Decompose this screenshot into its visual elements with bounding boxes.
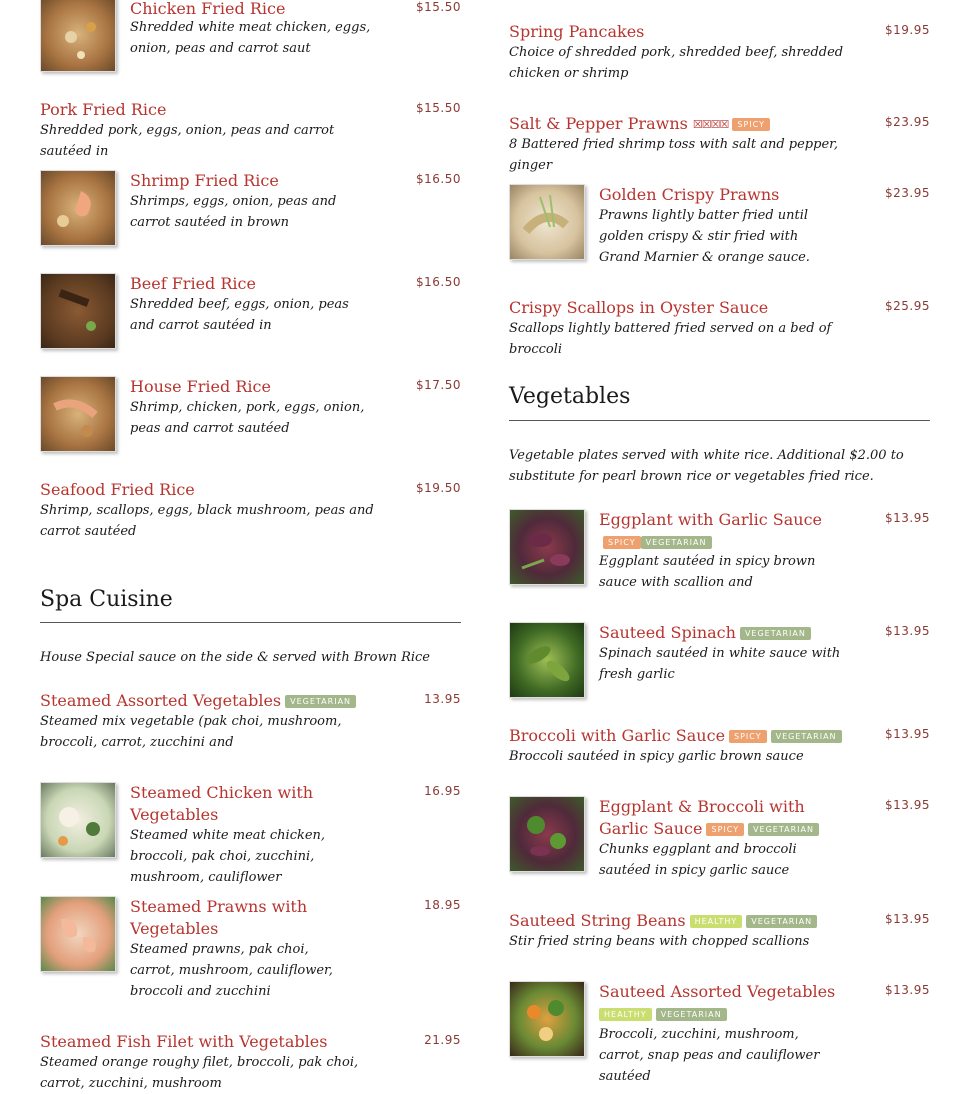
vegetarian-badge: VEGETARIAN: [285, 695, 356, 708]
item-description: Broccoli, zucchini, mushroom, carrot, snap peas and cauliflower sautéed: [599, 1027, 820, 1084]
menu-item-spring-pancakes[interactable]: [509, 21, 930, 85]
item-description: Choice of shredded pork, shredded beef, shredded chicken or shrimp: [509, 45, 844, 81]
menu-item-eggplant-broccoli-garlic-sauce[interactable]: [509, 796, 930, 882]
item-price: 16.95: [424, 784, 461, 798]
item-name: Spring Pancakes: [509, 22, 645, 41]
steamed-chicken-photo: [40, 782, 116, 858]
chicken-fried-rice-photo: [40, 0, 116, 72]
section-note: Vegetable plates served with white rice. Additional $2.00 to substitute for pearl brown rice or vegetables fried rice.: [509, 448, 904, 484]
item-description: Stir fried string beans with chopped scallions: [509, 934, 810, 949]
item-name: Broccoli with Garlic Sauce SPICY VEGETARIAN: [509, 725, 842, 747]
menu-item-golden-crispy-prawns[interactable]: [509, 184, 930, 270]
section-title-spa-cuisine: Spa Cuisine: [40, 587, 173, 612]
item-name: Seafood Fried Rice: [40, 480, 195, 499]
menu-item-shrimp-fried-rice[interactable]: [40, 170, 461, 246]
item-description: Spinach sautéed in white sauce with fresh garlic: [599, 646, 841, 682]
golden-crispy-prawns-photo: [509, 184, 585, 260]
item-price: $19.95: [885, 23, 930, 37]
menu-item-salt-pepper-prawns[interactable]: [509, 113, 930, 173]
item-name: Sauteed Spinach VEGETARIAN: [599, 622, 811, 644]
vegetarian-badge: VEGETARIAN: [740, 627, 811, 640]
item-price: $15.50: [416, 101, 461, 115]
section-title-vegetables: Vegetables: [509, 384, 631, 409]
menu-item-broccoli-garlic-sauce[interactable]: [509, 725, 930, 769]
healthy-badge: HEALTHY: [690, 915, 743, 928]
eggplant-garlic-sauce-photo: [509, 509, 585, 585]
item-price: 21.95: [424, 1033, 461, 1047]
spicy-badge: SPICY: [732, 118, 770, 131]
menu-item-steamed-prawns-with-vegetables[interactable]: [40, 896, 461, 1002]
menu-item-house-fried-rice[interactable]: [40, 376, 461, 452]
item-description: Prawns lightly batter fried until golden crispy & stir fried with Grand Marnier & orange sauce.: [599, 208, 810, 265]
item-price: $23.95: [885, 115, 930, 129]
item-description: Scallops lightly battered fried served on a bed of broccoli: [509, 321, 832, 357]
item-price: $16.50: [416, 172, 461, 186]
beef-fried-rice-photo: [40, 273, 116, 349]
item-description: Chunks eggplant and broccoli sautéed in spicy garlic sauce: [599, 842, 797, 878]
item-price: $13.95: [885, 983, 930, 997]
shrimp-fried-rice-photo: [40, 170, 116, 246]
steamed-prawns-photo: [40, 896, 116, 972]
healthy-badge: HEALTHY: [599, 1008, 652, 1021]
item-name: Steamed Assorted Vegetables VEGETARIAN: [40, 690, 356, 712]
item-name: House Fried Rice: [130, 377, 271, 396]
item-name: Golden Crispy Prawns: [599, 185, 780, 204]
item-price: $25.95: [885, 299, 930, 313]
menu-item-sauteed-string-beans[interactable]: [509, 910, 930, 954]
item-description: Steamed mix vegetable (pak choi, mushroom, broccoli, carrot, zucchini and: [40, 714, 342, 750]
item-name: Salt & Pepper Prawns ☒☒☒☒ SPICY: [509, 113, 770, 136]
vegetarian-badge: VEGETARIAN: [656, 1008, 727, 1021]
item-description: Shredded pork, eggs, onion, peas and carrot sautéed in: [40, 123, 335, 159]
menu-item-sauteed-spinach[interactable]: [509, 622, 930, 698]
item-description: Steamed orange roughy filet, broccoli, pak choi, carrot, zucchini, mushroom: [40, 1055, 359, 1091]
item-name: Shrimp Fried Rice: [130, 171, 279, 190]
item-name: Steamed Prawns with Vegetables: [130, 897, 308, 938]
item-description: Shrimps, eggs, onion, peas and carrot sautéed in brown: [130, 194, 337, 230]
menu-item-steamed-fish-filet-with-vegetables[interactable]: [40, 1031, 461, 1091]
item-description: Shredded beef, eggs, onion, peas and carrot sautéed in: [130, 297, 349, 333]
vegetarian-badge: VEGETARIAN: [748, 823, 819, 836]
item-description: Shredded white meat chicken, eggs, onion, peas and carrot saut: [130, 20, 371, 56]
item-price: $17.50: [416, 378, 461, 392]
spicy-badge: SPICY: [603, 536, 641, 549]
item-name: Beef Fried Rice: [130, 274, 256, 293]
item-price: $13.95: [885, 511, 930, 525]
item-description: Shrimp, scallops, eggs, black mushroom, peas and carrot sautéed: [40, 503, 374, 539]
menu-item-beef-fried-rice[interactable]: [40, 273, 461, 349]
item-description: Steamed white meat chicken, broccoli, pak choi, zucchini, mushroom, cauliflower: [130, 828, 326, 885]
item-price: $13.95: [885, 798, 930, 812]
item-name: Steamed Chicken with Vegetables: [130, 783, 314, 824]
item-name: Eggplant & Broccoli with Garlic Sauce SPICY VEGETARIAN: [599, 796, 849, 840]
spicy-badge: SPICY: [706, 823, 744, 836]
sauteed-assorted-vegetables-photo: [509, 981, 585, 1057]
item-price: $19.50: [416, 481, 461, 495]
section-note: House Special sauce on the side & served with Brown Rice: [40, 650, 430, 665]
menu-item-chicken-fried-rice[interactable]: [40, 0, 461, 72]
vegetarian-badge: VEGETARIAN: [771, 730, 842, 743]
sauteed-spinach-photo: [509, 622, 585, 698]
section-divider: [509, 420, 930, 421]
menu-item-steamed-assorted-vegetables[interactable]: [40, 690, 461, 754]
item-description: Shrimp, chicken, pork, eggs, onion, peas and carrot sautéed: [130, 400, 365, 436]
menu-item-seafood-fried-rice[interactable]: [40, 479, 461, 543]
item-name: Steamed Fish Filet with Vegetables: [40, 1032, 328, 1051]
item-name: Eggplant with Garlic SauceSPICY VEGETARIAN: [599, 510, 822, 547]
item-name: Chicken Fried Rice: [130, 0, 286, 18]
item-name: Sauteed Assorted Vegetables HEALTHY VEGETARIAN: [599, 982, 836, 1019]
section-divider: [40, 622, 461, 623]
item-price: 18.95: [424, 898, 461, 912]
item-price: $13.95: [885, 727, 930, 741]
vegetarian-badge: VEGETARIAN: [641, 536, 712, 549]
item-price: $15.50: [416, 0, 461, 14]
item-name: Pork Fried Rice: [40, 100, 167, 119]
item-description: Eggplant sautéed in spicy brown sauce with scallion and: [599, 554, 816, 590]
item-description: Steamed prawns, pak choi, carrot, mushroom, cauliflower, broccoli and zucchini: [130, 942, 333, 999]
item-price: $16.50: [416, 275, 461, 289]
item-name: Crispy Scallops in Oyster Sauce: [509, 298, 769, 317]
menu-item-pork-fried-rice[interactable]: [40, 99, 461, 159]
menu-item-eggplant-garlic-sauce[interactable]: [509, 509, 930, 595]
item-price: $23.95: [885, 186, 930, 200]
vegetarian-badge: VEGETARIAN: [746, 915, 817, 928]
item-price: 13.95: [424, 692, 461, 706]
menu-item-steamed-chicken-with-vegetables[interactable]: [40, 782, 461, 885]
item-price: $13.95: [885, 912, 930, 926]
menu-item-crispy-scallops-oyster-sauce[interactable]: [509, 297, 930, 357]
spicy-badge: SPICY: [729, 730, 767, 743]
eggplant-broccoli-photo: [509, 796, 585, 872]
item-price: $13.95: [885, 624, 930, 638]
item-description: 8 Battered fried shrimp toss with salt and pepper, ginger: [509, 137, 839, 173]
menu-item-sauteed-assorted-vegetables[interactable]: [509, 981, 930, 1084]
item-description: Broccoli sautéed in spicy garlic brown sauce: [509, 749, 804, 764]
house-fried-rice-photo: [40, 376, 116, 452]
item-name: Sauteed String Beans HEALTHY VEGETARIAN: [509, 910, 817, 932]
chili-glyphs-icon: ☒☒☒☒: [692, 118, 729, 131]
